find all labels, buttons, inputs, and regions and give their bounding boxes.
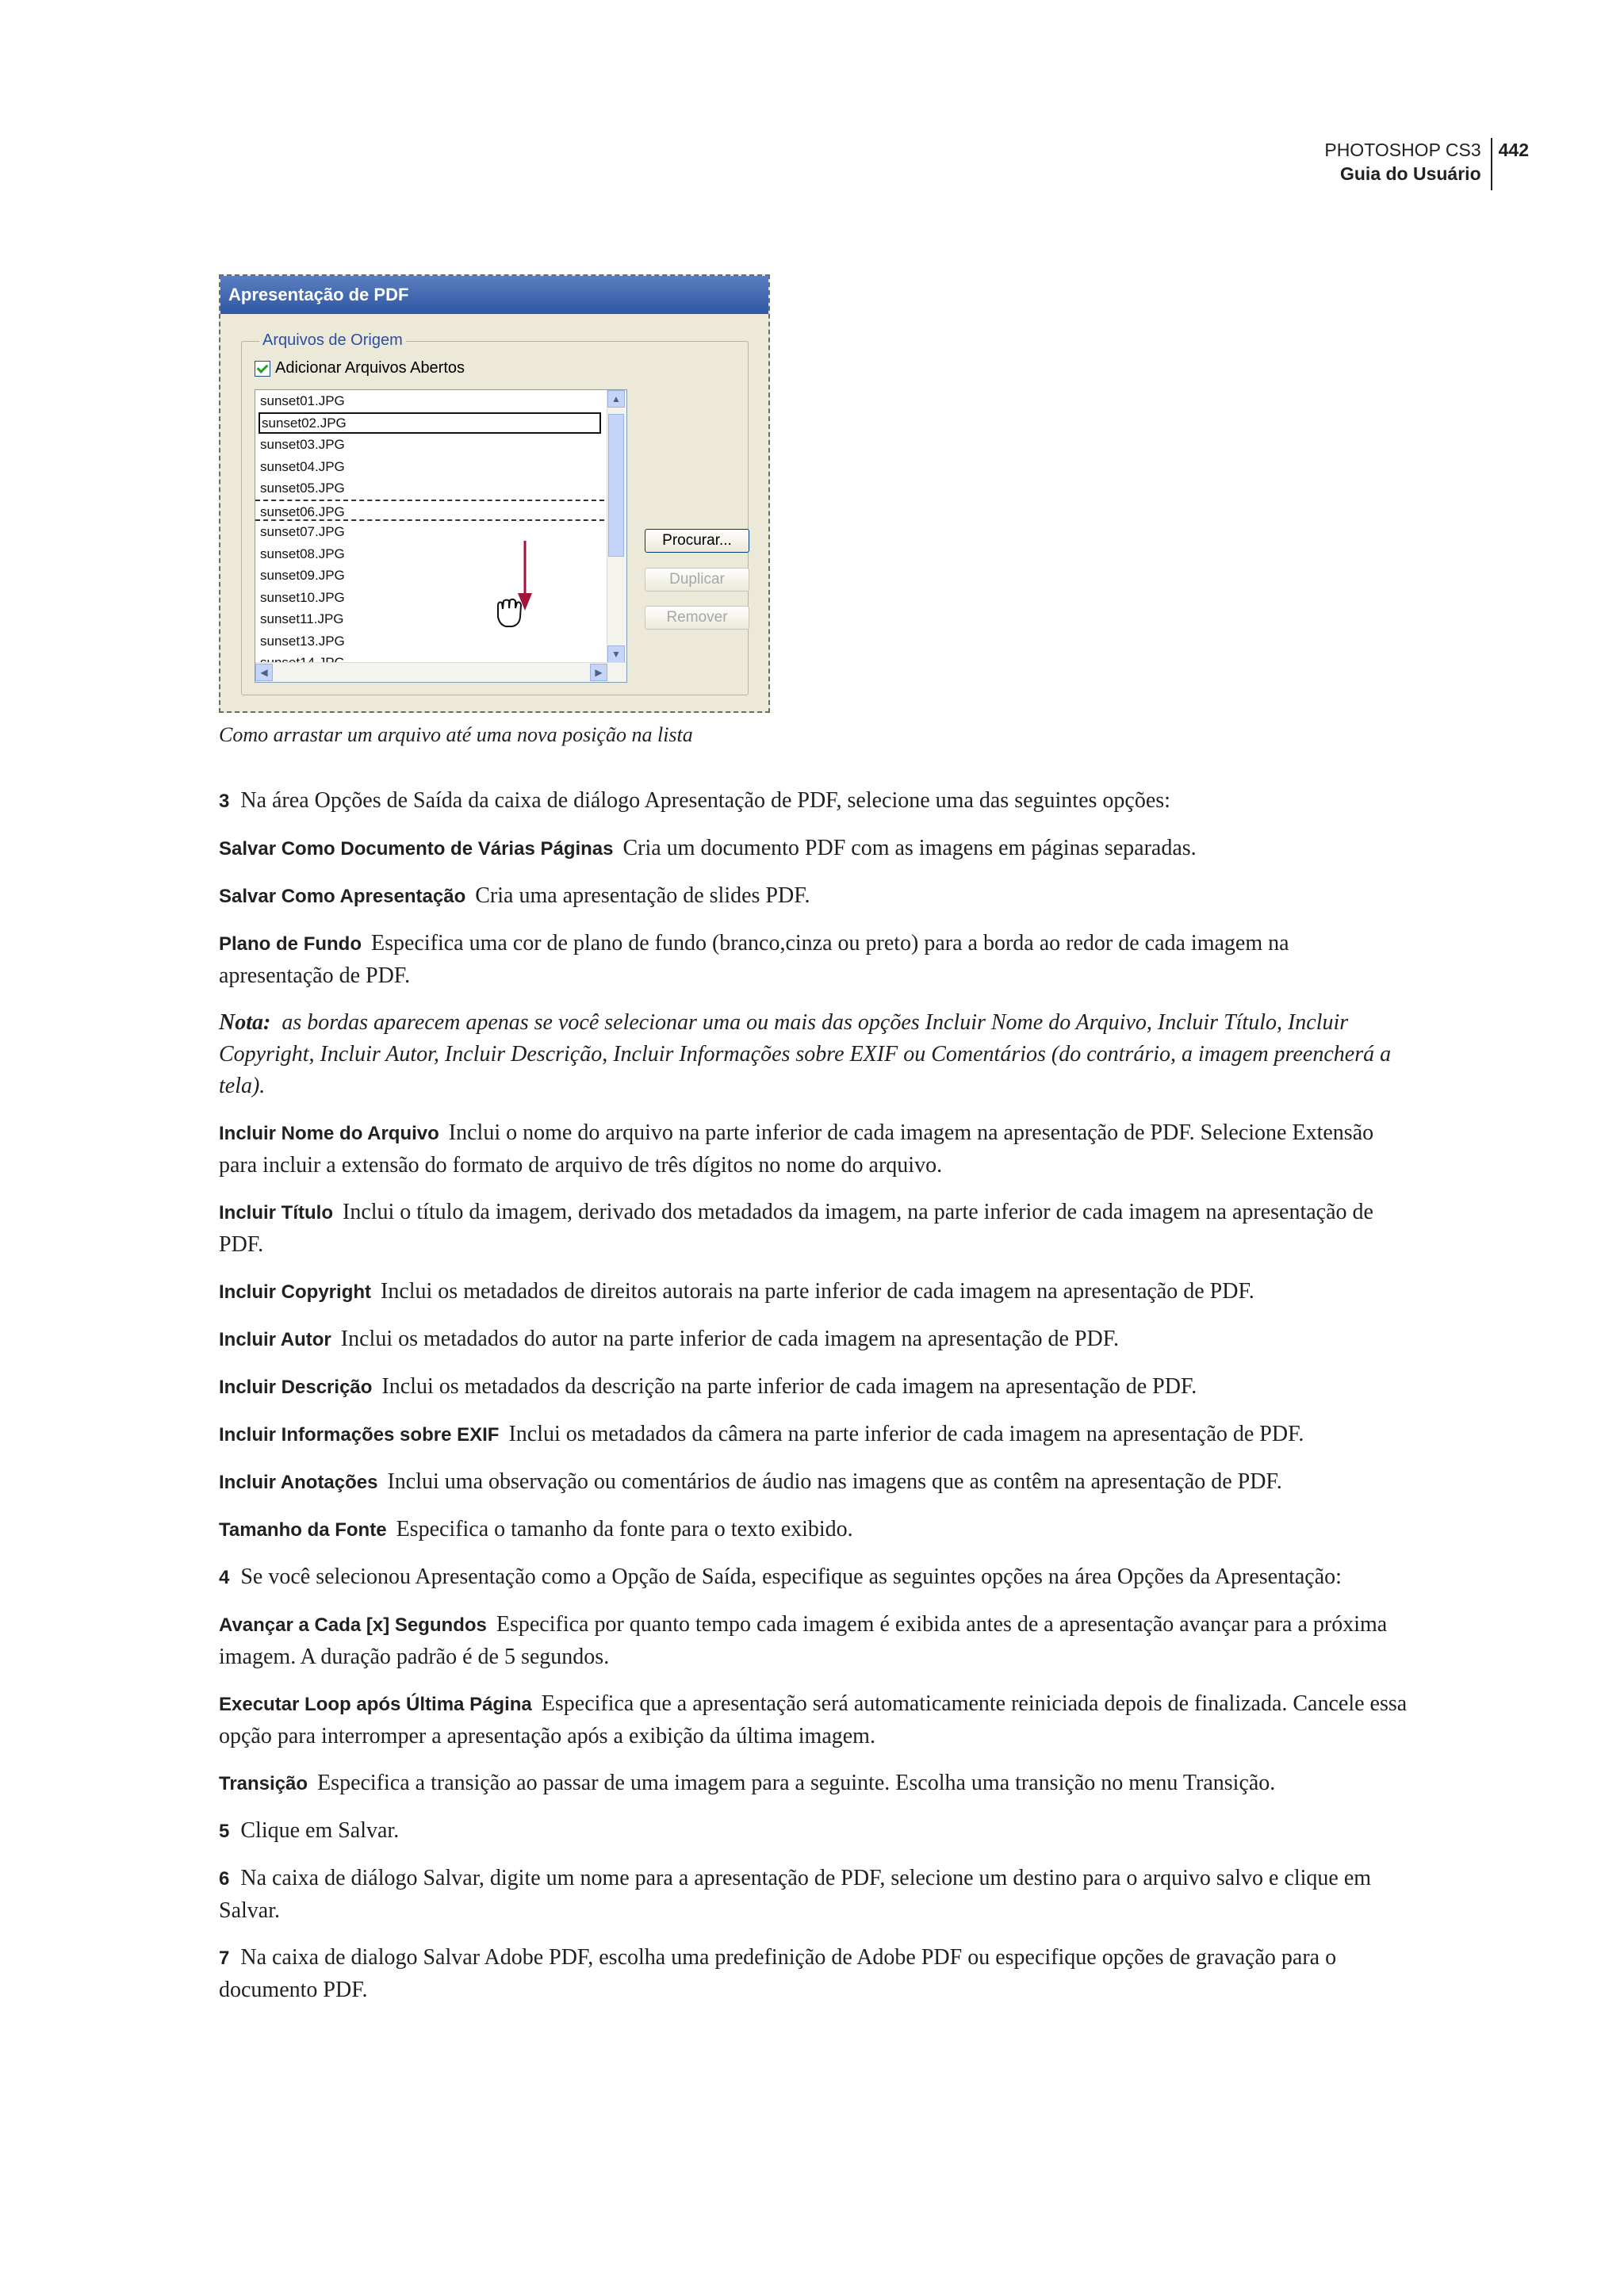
- option-desc: Inclui os metadados de direitos autorais na parte inferior de cada imagem na apresentação de PDF.: [381, 1279, 1254, 1304]
- option-desc: Especifica o tamanho da fonte para o texto exibido.: [396, 1517, 853, 1541]
- step-6: [219, 1863, 1408, 1927]
- option-desc: Especifica por quanto tempo cada imagem é exibida antes de a apresentação avançar para a próxima imagem. A duração padrão é de 5 segundos.: [219, 1612, 1388, 1669]
- note-text: as bordas aparecem apenas se você selecionar uma ou mais das opções Incluir Nome do Arquivo, Incluir Título, Incluir Copyright, Incluir Autor, Incluir Descrição, Incluir Informações sobre EXIF ou Comentários (do contrário, a imagem preencherá a tela).: [219, 1010, 1392, 1098]
- option-term: Salvar Como Documento de Várias Páginas: [219, 838, 614, 860]
- option-item: [219, 1323, 1408, 1356]
- option-item: [219, 928, 1408, 992]
- option-item: [219, 1688, 1408, 1752]
- add-open-files-checkbox[interactable]: [255, 361, 270, 377]
- list-item[interactable]: sunset05.JPG: [260, 481, 345, 496]
- step-number: 3: [219, 791, 230, 812]
- horizontal-scrollbar[interactable]: [255, 662, 626, 682]
- option-term: Incluir Nome do Arquivo: [219, 1123, 439, 1144]
- list-item[interactable]: sunset11.JPG: [260, 611, 344, 626]
- option-term: Transição: [219, 1773, 308, 1794]
- step-4: [219, 1561, 1408, 1594]
- option-desc: Cria um documento PDF com as imagens em páginas separadas.: [622, 836, 1197, 860]
- option-term: Incluir Autor: [219, 1329, 331, 1350]
- note: [219, 1007, 1408, 1102]
- grab-hand-icon: [493, 598, 528, 630]
- list-item[interactable]: sunset10.JPG: [260, 589, 345, 605]
- step-number: 5: [219, 1821, 230, 1842]
- option-desc: Inclui o título da imagem, derivado dos metadados da imagem, na parte inferior de cada imagem na apresentação de PDF.: [219, 1200, 1373, 1257]
- option-desc: Cria uma apresentação de slides PDF.: [475, 883, 810, 908]
- step-number: 7: [219, 1947, 230, 1969]
- option-desc: Inclui uma observação ou comentários de áudio nas imagens que as contêm na apresentação de PDF.: [387, 1469, 1282, 1494]
- option-desc: Inclui os metadados da descrição na parte inferior de cada imagem na apresentação de PDF.: [381, 1374, 1197, 1399]
- duplicate-button[interactable]: Duplicar: [645, 568, 749, 592]
- list-item[interactable]: sunset09.JPG: [260, 568, 345, 583]
- option-desc: Especifica uma cor de plano de fundo (branco,cinza ou preto) para a borda ao redor de cada imagem na apresentação de PDF.: [219, 931, 1289, 988]
- option-term: Tamanho da Fonte: [219, 1519, 387, 1541]
- option-term: Executar Loop após Última Página: [219, 1694, 532, 1715]
- add-open-files-option[interactable]: [255, 359, 465, 377]
- option-item: [219, 1197, 1408, 1261]
- step-text: Clique em Salvar.: [240, 1818, 400, 1843]
- option-item: [219, 880, 1408, 913]
- option-item: [219, 1419, 1408, 1451]
- step-text: Se você selecionou Apresentação como a Opção de Saída, especifique as seguintes opções na área Opções da Apresentação:: [240, 1564, 1342, 1589]
- remove-button[interactable]: Remover: [645, 606, 749, 630]
- scroll-up-icon[interactable]: ▲: [607, 390, 625, 408]
- option-term: Avançar a Cada [x] Segundos: [219, 1614, 487, 1636]
- option-desc: Especifica a transição ao passar de uma imagem para a seguinte. Escolha uma transição no menu Transição.: [317, 1771, 1276, 1795]
- list-item[interactable]: sunset08.JPG: [260, 546, 345, 561]
- group-label: Arquivos de Origem: [259, 331, 406, 350]
- step-number: 4: [219, 1567, 230, 1588]
- header-product: PHOTOSHOP CS3: [1324, 140, 1481, 160]
- dialog-title: Apresentação de PDF: [220, 276, 768, 314]
- option-term: Plano de Fundo: [219, 933, 362, 955]
- note-label: Nota:: [219, 1010, 271, 1035]
- header-text: [1324, 138, 1492, 190]
- browse-button[interactable]: Procurar...: [645, 529, 749, 553]
- step-3: [219, 785, 1408, 818]
- option-item: [219, 1514, 1408, 1546]
- step-text: Na área Opções de Saída da caixa de diálogo Apresentação de PDF, selecione uma das seguintes opções:: [240, 788, 1170, 813]
- option-desc: Inclui os metadados da câmera na parte inferior de cada imagem na apresentação de PDF.: [508, 1422, 1304, 1446]
- checkbox-label: Adicionar Arquivos Abertos: [275, 359, 465, 377]
- running-header: [1324, 138, 1529, 190]
- option-item: [219, 833, 1408, 865]
- pdf-presentation-dialog: [219, 274, 770, 713]
- step-text: Na caixa de diálogo Salvar, digite um nome para a apresentação de PDF, selecione um destino para o arquivo salvo e clique em Salvar.: [219, 1866, 1372, 1923]
- page-number: 442: [1498, 140, 1529, 160]
- option-item: [219, 1767, 1408, 1800]
- file-list[interactable]: [255, 389, 627, 683]
- option-term: Incluir Copyright: [219, 1281, 371, 1303]
- option-desc: Especifica que a apresentação será automaticamente reiniciada depois de finalizada. Cancele essa opção para interromper a apresentação após a exibição da última imagem.: [219, 1691, 1408, 1748]
- list-item-selected[interactable]: sunset02.JPG: [259, 412, 601, 435]
- header-guide: Guia do Usuário: [1339, 163, 1481, 184]
- option-term: Incluir Título: [219, 1202, 333, 1224]
- scroll-left-icon[interactable]: ◀: [255, 664, 273, 681]
- option-term: Incluir Anotações: [219, 1472, 378, 1493]
- option-term: Salvar Como Apresentação: [219, 886, 466, 907]
- step-5: [219, 1815, 1408, 1848]
- scroll-down-icon[interactable]: ▼: [607, 645, 625, 663]
- option-item: [219, 1276, 1408, 1308]
- body-content: [219, 785, 1408, 2021]
- option-desc: Inclui os metadados do autor na parte inferior de cada imagem na apresentação de PDF.: [340, 1327, 1120, 1351]
- option-item: [219, 1466, 1408, 1499]
- scroll-right-icon[interactable]: ▶: [590, 664, 607, 681]
- list-item[interactable]: sunset13.JPG: [260, 633, 345, 649]
- option-item: [219, 1371, 1408, 1404]
- option-item: [219, 1117, 1408, 1181]
- vertical-scrollbar[interactable]: [607, 390, 626, 663]
- source-files-group: [241, 331, 749, 695]
- figure-caption: Como arrastar um arquivo até uma nova posição na lista: [219, 723, 693, 746]
- option-term: Incluir Informações sobre EXIF: [219, 1424, 500, 1446]
- scroll-thumb[interactable]: [608, 414, 624, 557]
- list-item[interactable]: sunset07.JPG: [260, 524, 345, 539]
- step-7: [219, 1942, 1408, 2006]
- list-item[interactable]: sunset03.JPG: [260, 437, 345, 452]
- list-item[interactable]: sunset04.JPG: [260, 458, 345, 474]
- list-item-drop-target[interactable]: sunset06.JPG: [255, 500, 604, 522]
- step-text: Na caixa de dialogo Salvar Adobe PDF, escolha uma predefinição de Adobe PDF ou especifique opções de gravação para o documento PDF.: [219, 1945, 1337, 2002]
- option-item: [219, 1609, 1408, 1673]
- step-number: 6: [219, 1868, 230, 1890]
- option-desc: Inclui o nome do arquivo na parte inferior de cada imagem na apresentação de PDF. Selecione Extensão para incluir a extensão do formato de arquivo de três dígitos no nome do arquivo.: [219, 1120, 1374, 1178]
- option-term: Incluir Descrição: [219, 1377, 373, 1398]
- list-item[interactable]: sunset01.JPG: [260, 393, 345, 408]
